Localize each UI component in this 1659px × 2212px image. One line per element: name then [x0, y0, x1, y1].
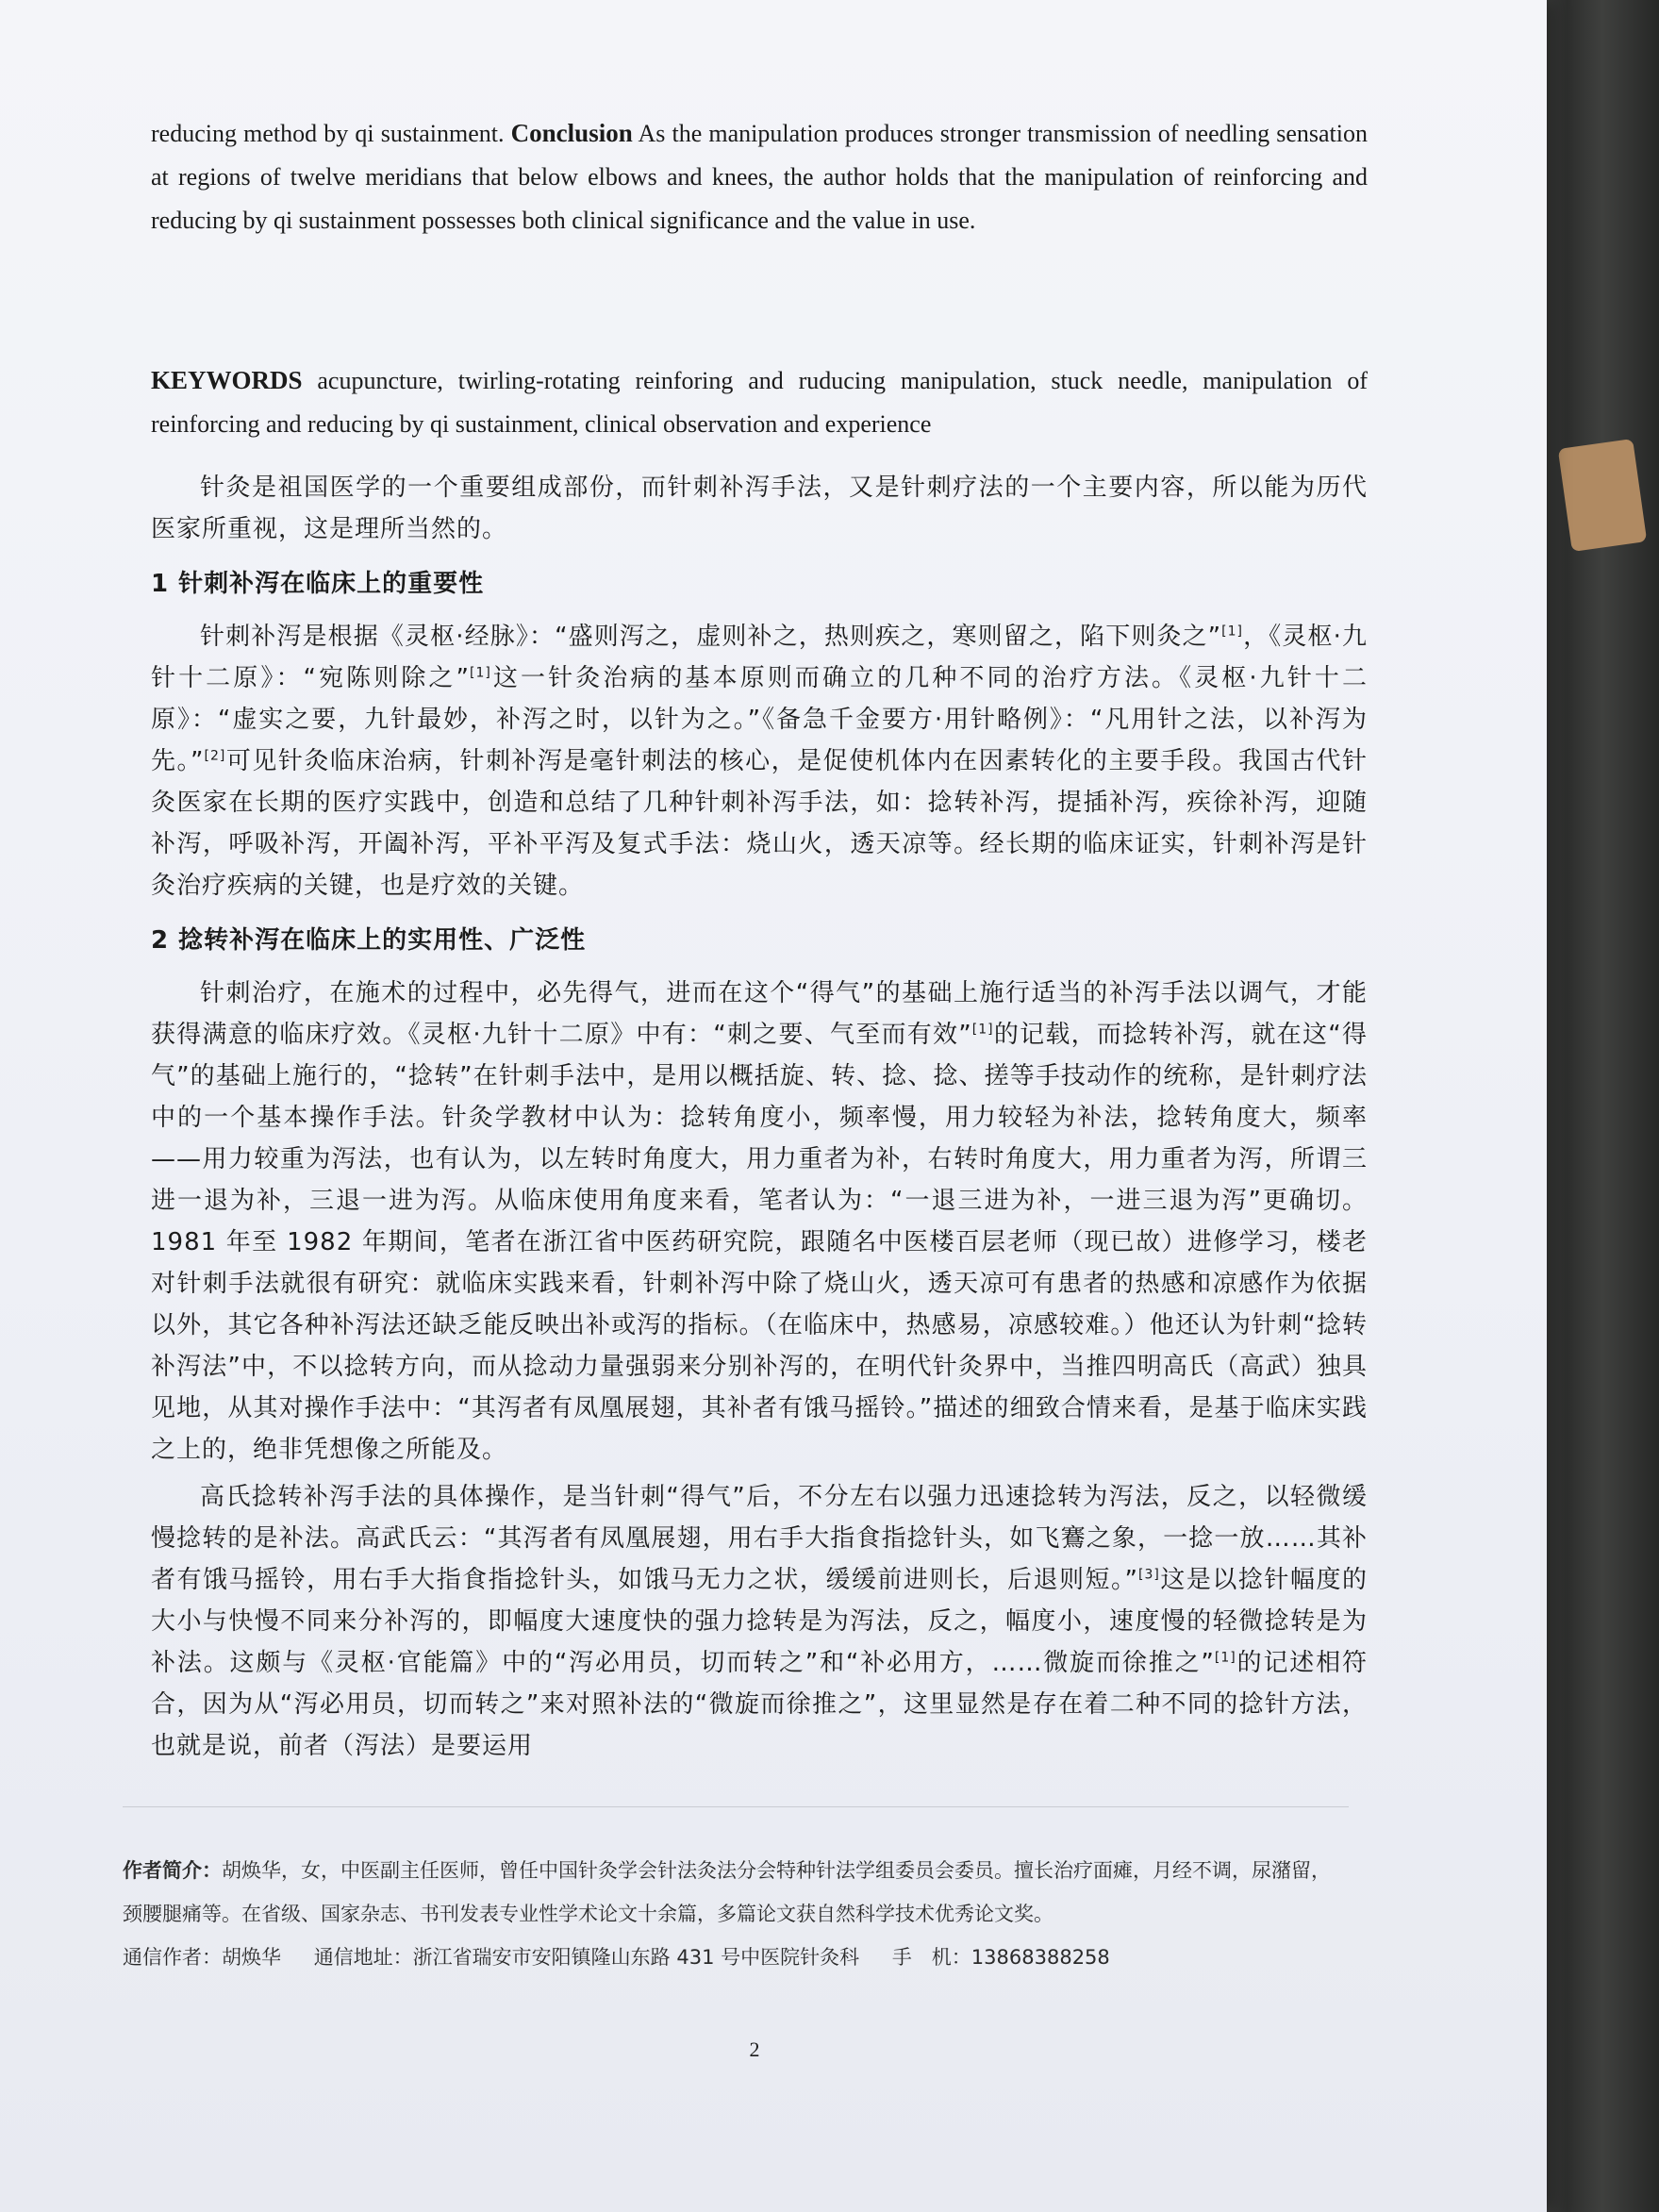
s2p2-text-c: 的记述相符合，因为从“泻必用员，切而转之”来对照补法的“微旋而徐推之”，这里显然是存在着二种不同的捻针方法，也就是说，前者（泻法）是要运用	[151, 1649, 1368, 1760]
s1-text-a: 针刺补泻是根据《灵枢·经脉》：“盛则泻之，虚则补之，热则疾之，寒则留之，陷下则灸之”	[200, 623, 1222, 651]
keywords-label: KEYWORDS	[151, 366, 303, 394]
section-1-paragraph	[151, 616, 1368, 906]
corresponding-author: 通信作者：胡焕华	[123, 1946, 281, 1969]
citation-ref: [1]	[1214, 1650, 1236, 1666]
intro-paragraph: 针灸是祖国医学的一个重要组成部份，而针刺补泻手法，又是针刺疗法的一个主要内容，所以能为历代医家所重视，这是理所当然的。	[151, 474, 1368, 543]
abstract-tail	[151, 111, 1368, 242]
citation-ref: [3]	[1138, 1567, 1160, 1583]
s2p2-text-a: 高氏捻转补泻手法的具体操作，是当针刺“得气”后，不分左右以强力迅速捻转为泻法，反之，以轻微缓慢捻转的是补法。高武氏云：“其泻者有凤凰展翅，用右手大指食指捻针头，如飞鶱之象，一捻一放……其补者有饿马摇铃，用右手大指食指捻针头，如饿马无力之状，缓缓前进则长，后退则短。”	[151, 1483, 1368, 1594]
mailing-address: 通信地址：浙江省瑞安市安阳镇隆山东路 431 号中医院针灸科	[313, 1946, 860, 1969]
abstract-post-text: As the manipulation produces stronger transmission of needling sensation at regions of twelve meridians that below elbows and knees, the author holds that the manipulation of reinforcing and reducing by qi sustainment possesses both clinical significance and the value in use.	[151, 120, 1369, 234]
contact-row	[123, 1936, 1349, 1979]
s1-text-c: 这一针灸治病的基本原则而确立的几种不同的治疗方法。《灵枢·九针十二原》：“虚实之要，九针最妙，补泻之时，以针为之。”《备急千金要方·用针略例》：“凡用针之法，以补泻为先。”	[151, 664, 1368, 775]
torn-paper-scrap	[1558, 439, 1648, 552]
keywords-text: acupuncture, twirling-rotating reinforing and ruducing manipulation, stuck needle, manipulation of reinforcing and reducing by qi sustainment, clinical observation and experience	[151, 367, 1369, 438]
citation-ref: [2]	[204, 748, 226, 764]
citation-ref: [1]	[1221, 624, 1243, 640]
keywords-block	[151, 358, 1368, 446]
s2-text-b: 的记载，而捻转补泻，就在这“得气”的基础上施行的，“捻转”在针刺手法中，是用以概括旋、转、捻、捻、搓等手技动作的统称，是针刺疗法中的一个基本操作手法。针灸学教材中认为：捻转角度小，频率慢，用力较轻为补法，捻转角度大，频率——用力较重为泻法，也有认为，以左转时角度大，用力重者为补，右转时角度大，用力重者为泻，所谓三进一退为补，三退一进为泻。从临床使用角度来看，笔者认为：“一退三进为补，一进三退为泻”更确切。1981 年至 1982 年期间，笔者在浙江省中医药研究院，跟随名中医楼百层老师（现已故）进修学习，楼老对针刺手法就很有研究：就临床实践来看，针刺补泻中除了烧山火，透天凉可有患者的热感和凉感作为依据以外，其它各种补泻法还缺乏能反映出补或泻的指标。（在临床中，热感易，凉感较难。）他还认为针刺“捻转补泻法”中，不以捻转方向，而从捻动力量强弱来分别补泻的，在明代针灸界中，当推四明高氏（高武）独具见地，从其对操作手法中：“其泻者有凤凰展翅，其补者有饿马摇铃。”描述的细致合情来看，是基于临床实践之上的，绝非凭想像之所能及。	[151, 1021, 1368, 1464]
s1-text-d: 可见针灸临床治病，针刺补泻是毫针刺法的核心，是促使机体内在因素转化的主要手段。我国古代针灸医家在长期的医疗实践中，创造和总结了几种针刺补泻手法，如：捻转补泻，提插补泻，疾徐补泻，迎随补泻，呼吸补泻，开阖补泻，平补平泻及复式手法：烧山火，透天凉等。经长期的临床证实，针刺补泻是针灸治疗疾病的关键，也是疗效的关键。	[151, 747, 1368, 900]
s2p2-text-b: 这是以捻针幅度的大小与快慢不同来分补泻的，即幅度大速度快的强力捻转是为泻法，反之，幅度小，速度慢的轻微捻转是为补法。这颇与《灵枢·官能篇》中的“泻必用员，切而转之”和“补必用方，……微旋而徐推之”	[151, 1566, 1368, 1677]
author-bio-label: 作者简介：	[123, 1859, 222, 1882]
body-text	[151, 467, 1368, 1767]
author-footnote	[123, 1849, 1349, 1979]
section-2-paragraph-2	[151, 1476, 1368, 1767]
footnote-divider	[123, 1806, 1349, 1807]
section-1-heading: 1 针刺补泻在临床上的重要性	[151, 570, 485, 598]
abstract-pre-text: reducing method by qi sustainment.	[151, 120, 505, 147]
citation-ref: [1]	[470, 665, 491, 681]
author-bio-text: 胡焕华，女，中医副主任医师，曾任中国针灸学会针法灸法分会特种针法学组委员会委员。擅长治疗面瘫，月经不调，尿潴留，颈腰腿痛等。在省级、国家杂志、书刊发表专业性学术论文十余篇，多篇论文获自然科学技术优秀论文奖。	[123, 1859, 1331, 1925]
s2-text-a: 针刺治疗，在施术的过程中，必先得气，进而在这个“得气”的基础上施行适当的补泻手法以调气，才能获得满意的临床疗效。《灵枢·九针十二原》中有：“刺之要、气至而有效”	[151, 979, 1368, 1049]
section-2-heading: 2 捻转补泻在临床上的实用性、广泛性	[151, 926, 587, 955]
section-2-paragraph-1	[151, 973, 1368, 1471]
citation-ref: [1]	[971, 1022, 994, 1038]
page-number: 2	[749, 2037, 760, 2061]
s1-text-b: ，《灵枢·九针十二原》：“宛陈则除之”	[151, 623, 1368, 692]
conclusion-label: Conclusion	[510, 119, 633, 147]
phone-number: 手 机：13868388258	[891, 1946, 1110, 1969]
